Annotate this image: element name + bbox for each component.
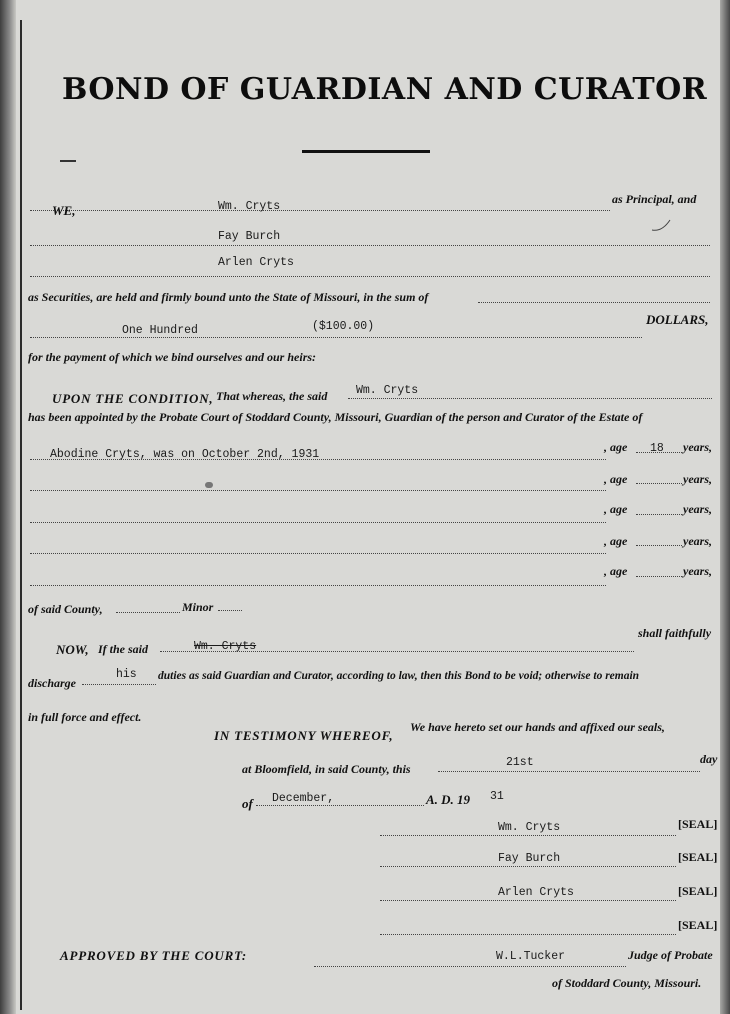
age-label-3: , age bbox=[604, 502, 628, 516]
signature-line-3 bbox=[380, 900, 676, 901]
ink-blot bbox=[205, 482, 213, 488]
testimony-label: IN TESTIMONY WHEREOF, bbox=[214, 728, 394, 743]
pronoun-line bbox=[82, 684, 156, 685]
judge-title: Judge of Probate bbox=[628, 948, 713, 962]
age-line-5 bbox=[636, 576, 682, 577]
county-line bbox=[116, 612, 180, 613]
we-label: WE, bbox=[52, 203, 76, 218]
seal-label-1: [SEAL] bbox=[678, 817, 718, 831]
now-text: If the said bbox=[98, 642, 149, 656]
minor-line-3 bbox=[30, 522, 606, 523]
testimony-text: We have hereto set our hands and affixed our seals, bbox=[410, 720, 665, 734]
pronoun: his bbox=[116, 668, 137, 681]
day-label: day bbox=[700, 752, 718, 766]
seal-label-2: [SEAL] bbox=[678, 850, 718, 864]
discharge-label: discharge bbox=[28, 676, 76, 690]
margin-rule bbox=[20, 20, 22, 1010]
minor-line-2 bbox=[30, 490, 606, 491]
surety-2-name: Arlen Cryts bbox=[218, 256, 294, 269]
judge-line bbox=[314, 966, 626, 967]
securities-text: as Securities, are held and firmly bound unto the State of Missouri, in the sum of bbox=[28, 290, 429, 304]
minor-entry: Abodine Cryts, was on October 2nd, 1931 bbox=[50, 448, 320, 461]
signature-line-1 bbox=[380, 835, 676, 836]
years-label-2: years, bbox=[683, 472, 712, 486]
now-name: Wm. Cryts bbox=[194, 640, 257, 653]
sum-figures: ($100.00) bbox=[312, 320, 375, 333]
years-label-3: years, bbox=[683, 502, 712, 516]
age-label-4: , age bbox=[604, 534, 628, 548]
minor-line bbox=[218, 610, 242, 611]
document-title: BOND OF GUARDIAN AND CURATOR bbox=[62, 72, 708, 107]
minor-age: 18 bbox=[650, 442, 664, 455]
faithfully-label: shall faithfully bbox=[638, 626, 712, 640]
seal-label-4: [SEAL] bbox=[678, 918, 718, 932]
judge-county: of Stoddard County, Missouri. bbox=[552, 976, 702, 990]
pen-mark bbox=[650, 218, 674, 234]
signature-1: Wm. Cryts bbox=[498, 821, 561, 834]
dollars-label: DOLLARS, bbox=[646, 312, 709, 327]
surety-1-name: Fay Burch bbox=[218, 230, 281, 243]
signature-3: Arlen Cryts bbox=[498, 886, 574, 899]
surety-line-1 bbox=[30, 245, 710, 246]
signature-line-2 bbox=[380, 866, 676, 867]
years-label-4: years, bbox=[683, 534, 712, 548]
condition-line bbox=[348, 398, 712, 399]
page-right-edge bbox=[720, 0, 730, 1014]
condition-name: Wm. Cryts bbox=[356, 384, 419, 397]
age-line-3 bbox=[636, 514, 682, 515]
years-label-1: years, bbox=[683, 440, 712, 454]
payment-text: for the payment of which we bind ourselves and our heirs: bbox=[28, 350, 317, 364]
year-value: 31 bbox=[490, 790, 504, 803]
of-said-county-label: of said County, bbox=[28, 602, 103, 616]
at-bloomfield-text: at Bloomfield, in said County, this bbox=[242, 762, 411, 776]
age-label-1: , age bbox=[604, 440, 628, 454]
of-label: of bbox=[242, 796, 253, 811]
condition-text: That whereas, the said bbox=[216, 389, 328, 403]
surety-line-2 bbox=[30, 276, 710, 277]
age-label-2: , age bbox=[604, 472, 628, 486]
day-value: 21st bbox=[506, 756, 534, 769]
seal-label-3: [SEAL] bbox=[678, 884, 718, 898]
duties-text: duties as said Guardian and Curator, according to law, then this Bond to be void; otherwise to remain bbox=[158, 670, 640, 682]
principal-name: Wm. Cryts bbox=[218, 200, 281, 213]
signature-2: Fay Burch bbox=[498, 852, 561, 865]
sum-line-a bbox=[478, 302, 710, 303]
as-principal-label: as Principal, and bbox=[612, 192, 697, 206]
age-line-2 bbox=[636, 483, 682, 484]
sum-line bbox=[30, 337, 642, 338]
condition-label: UPON THE CONDITION, bbox=[52, 391, 214, 406]
approved-label: APPROVED BY THE COURT: bbox=[60, 948, 247, 963]
minor-line-4 bbox=[30, 553, 606, 554]
sum-words: One Hundred bbox=[122, 324, 198, 337]
appointed-text: has been appointed by the Probate Court of Stoddard County, Missouri, Guardian of the person and Curator of the Estate of bbox=[28, 410, 643, 424]
years-label-5: years, bbox=[683, 564, 712, 578]
age-label-5: , age bbox=[604, 564, 628, 578]
page-left-edge bbox=[0, 0, 16, 1014]
judge-name: W.L.Tucker bbox=[496, 950, 566, 963]
principal-line bbox=[30, 210, 610, 211]
month-value: December, bbox=[272, 792, 335, 805]
month-line bbox=[256, 805, 424, 806]
stray-mark bbox=[60, 160, 76, 162]
full-force-text: in full force and effect. bbox=[28, 710, 142, 724]
day-line bbox=[438, 771, 700, 772]
ad-label: A. D. 19 bbox=[426, 792, 471, 807]
minor-line-5 bbox=[30, 585, 606, 586]
minor-label: Minor bbox=[182, 600, 214, 614]
now-label: NOW, bbox=[56, 642, 89, 657]
age-line-4 bbox=[636, 545, 682, 546]
title-underline bbox=[302, 150, 430, 153]
signature-line-4 bbox=[380, 934, 676, 935]
